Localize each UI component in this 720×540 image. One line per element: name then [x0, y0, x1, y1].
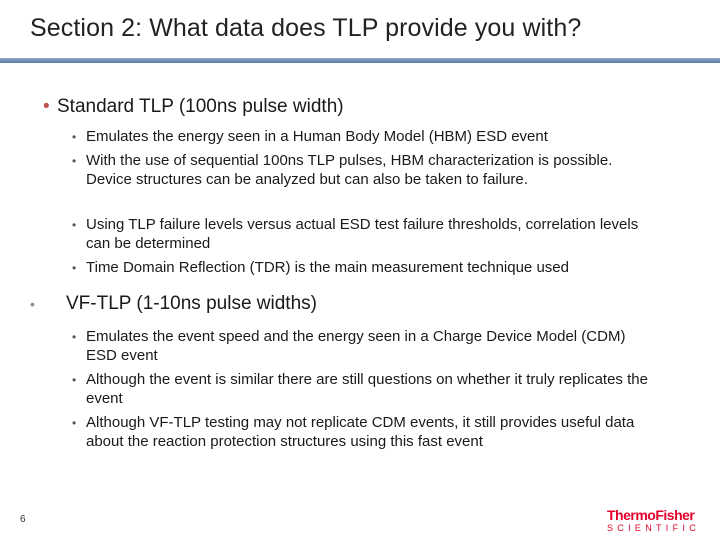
bullet-icon: •	[72, 154, 77, 168]
list-item	[72, 259, 706, 278]
list-item-text: Emulates the event speed and the energy seen in a Charge Device Model (CDM) ESD event	[86, 328, 626, 364]
bullet-icon: •	[30, 296, 35, 312]
bullet-icon: •	[72, 330, 77, 344]
list-item	[72, 371, 666, 408]
bullet-icon: •	[72, 130, 77, 144]
bullet-icon: •	[72, 218, 77, 232]
bullet-icon: •	[72, 373, 77, 387]
page-number: 6	[20, 514, 26, 525]
list-item-text: Although VF-TLP testing may not replicate CDM events, it still provides useful data about the reaction protection structures using this fast event	[86, 414, 635, 450]
list-item-text: Although the event is similar there are still questions on whether it truly replicates the event	[86, 371, 648, 407]
section-heading-text: VF-TLP (1-10ns pulse widths)	[66, 293, 317, 314]
list-item-text: Emulates the energy seen in a Human Body Model (HBM) ESD event	[86, 128, 548, 145]
thermofisher-logo	[607, 508, 711, 536]
slide-title: Section 2: What data does TLP provide you with?	[30, 14, 582, 42]
list-item-text: Time Domain Reflection (TDR) is the main measurement technique used	[86, 259, 569, 276]
list-item-text: With the use of sequential 100ns TLP pulses, HBM characterization is possible. Device structures can be analyzed but can also be taken to failure.	[86, 152, 613, 188]
section-heading-vf-tlp	[30, 293, 317, 315]
list-item	[72, 152, 656, 189]
section-heading-text: Standard TLP (100ns pulse width)	[57, 96, 344, 117]
list-item	[72, 216, 656, 253]
logo-subtitle: SCIENTIFIC	[607, 523, 701, 533]
list-item	[72, 128, 686, 147]
list-item	[72, 328, 646, 365]
section-heading-standard-tlp	[43, 96, 344, 118]
list-item-text: Using TLP failure levels versus actual ESD test failure thresholds, correlation levels can be determined	[86, 216, 639, 252]
list-item	[72, 414, 666, 451]
logo-wordmark: ThermoFisher	[607, 507, 695, 523]
bullet-icon: •	[72, 416, 77, 430]
bullet-icon: •	[72, 261, 77, 275]
title-divider	[0, 58, 720, 63]
bullet-icon: •	[43, 96, 50, 117]
